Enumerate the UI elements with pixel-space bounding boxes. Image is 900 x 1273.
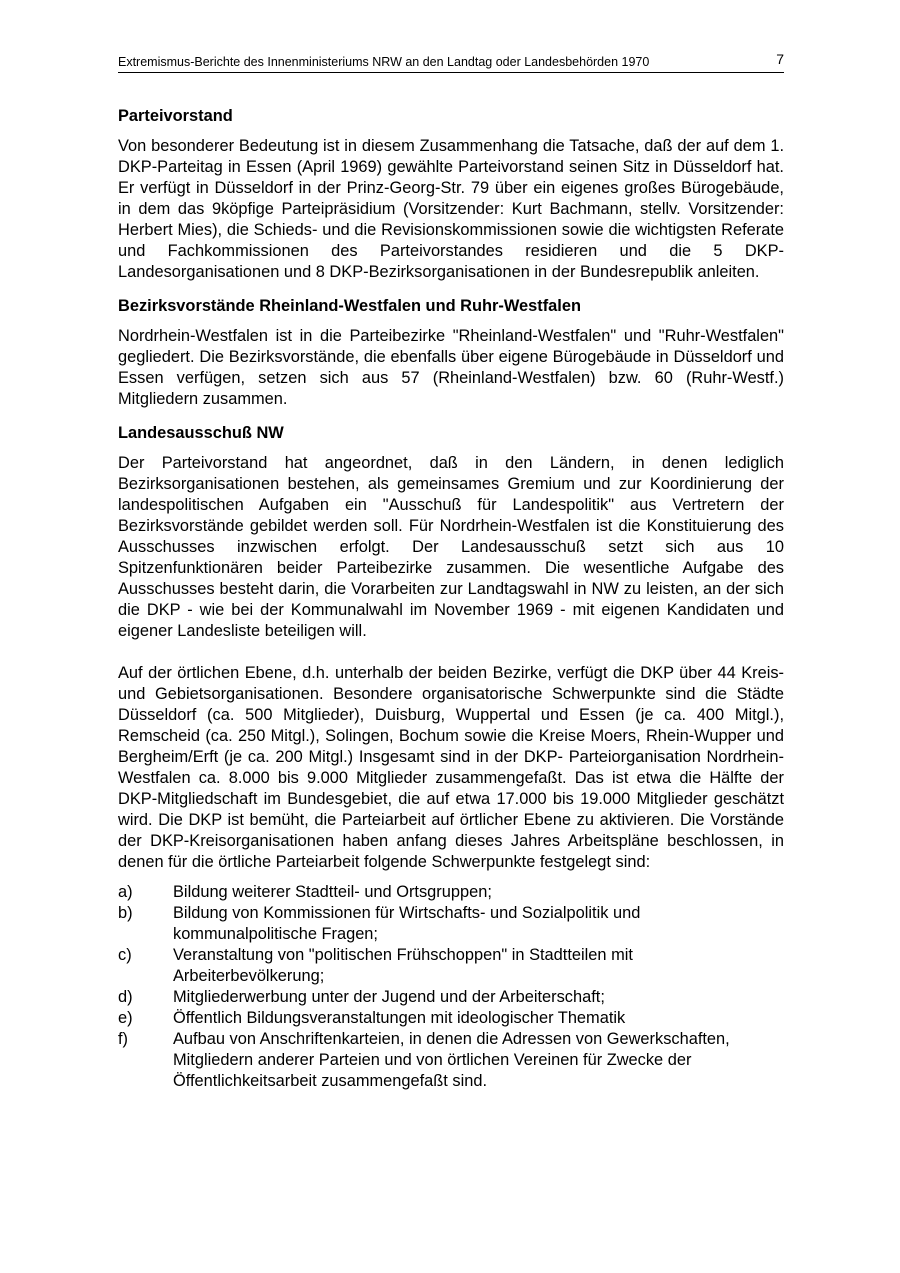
document-body <box>118 106 784 1092</box>
list-item <box>118 987 784 1008</box>
list-item-label: a) <box>118 883 133 901</box>
list-item-label: b) <box>118 904 133 922</box>
list-item-text: Bildung weiterer Stadtteil- und Ortsgruppen; <box>173 883 492 901</box>
list-item <box>118 1029 784 1092</box>
list-item <box>118 882 784 903</box>
list-item-label: d) <box>118 988 133 1006</box>
list-item-text: Veranstaltung von "politischen Frühschoppen" in Stadtteilen mit Arbeiterbevölkerung; <box>173 946 633 985</box>
list-item-text: Öffentlich Bildungsveranstaltungen mit ideologischer Thematik <box>173 1009 626 1027</box>
section-heading: Parteivorstand <box>118 107 233 125</box>
list-item-text: Aufbau von Anschriftenkarteien, in denen die Adressen von Gewerkschaften, Mitgliedern anderer Parteien und von örtlichen Vereinen für Zwecke der Öffentlichkeitsarbeit zusammengefaßt sind. <box>173 1030 730 1090</box>
section-heading: Landesausschuß NW <box>118 424 284 442</box>
list-item-text: Bildung von Kommissionen für Wirtschafts- und Sozialpolitik und kommunalpolitische Fragen; <box>173 904 641 943</box>
paragraph: Nordrhein-Westfalen ist in die Parteibezirke "Rheinland-Westfalen" und "Ruhr-Westfalen" gegliedert. Die Bezirksvorstände, die ebenfalls über eigene Bürogebäude in Düsseldorf und Essen verfügen, setzen sich aus 57 (Rheinland-Westfalen) bzw. 60 (Ruhr-Westf.) Mitgliedern zusammen. <box>118 327 784 408</box>
list-item-label: e) <box>118 1009 133 1027</box>
list-item-text: Mitgliederwerbung unter der Jugend und der Arbeiterschaft; <box>173 988 605 1006</box>
paragraph: Auf der örtlichen Ebene, d.h. unterhalb der beiden Bezirke, verfügt die DKP über 44 Kreis- und Gebietsorganisationen. Besondere organisatorische Schwerpunkte sind die Städte Düsseldorf (ca. 500 Mitglieder), Duisburg, Wuppertal und Essen (je ca. 400 Mitgl.), Remscheid (ca. 250 Mitgl.), Solingen, Bochum sowie die Kreise Moers, Rhein-Wupper und Bergheim/Erft (je ca. 200 Mitgl.) Insgesamt sind in der DKP- Parteiorganisation Nordrhein-Westfalen ca. 8.000 bis 9.000 Mitglieder zusammengefaßt. Das ist etwa die Hälfte der DKP-Mitgliedschaft im Bundesgebiet, die auf etwa 17.000 bis 19.000 Mitglieder geschätzt wird. Die DKP ist bemüht, die Parteiarbeit auf örtlicher Ebene zu aktivieren. Die Vorstände der DKP-Kreisorganisationen haben anfang dieses Jahres Arbeitspläne beschlossen, in denen für die örtliche Parteiarbeit folgende Schwerpunkte festgelegt sind: <box>118 664 784 871</box>
header-title: Extremismus-Berichte des Innenministeriums NRW an den Landtag oder Landesbehörden 1970 <box>118 55 650 69</box>
paragraph: Der Parteivorstand hat angeordnet, daß in den Ländern, in denen lediglich Bezirksorganisationen bestehen, als gemeinsames Gremium und zur Koordinierung der landespolitischen Aufgaben ein "Ausschuß für Landespolitik" aus Vertretern der Bezirksvorstände gebildet werden soll. Für Nordrhein-Westfalen ist die Konstituierung des Ausschusses inzwischen erfolgt. Der Landesausschuß setzt sich aus 10 Spitzenfunktionären beider Parteibezirke zusammen. Die wesentliche Aufgabe des Ausschusses besteht darin, die Vorarbeiten zur Landtagswahl in NW zu leisten, an der sich die DKP - wie bei der Kommunalwahl im November 1969 - mit eigenen Kandidaten und eigener Landesliste beteiligen will. <box>118 454 784 640</box>
list-item <box>118 945 784 987</box>
page-number: 7 <box>776 51 784 67</box>
list-item-label: c) <box>118 946 132 964</box>
paragraph: Von besonderer Bedeutung ist in diesem Zusammenhang die Tatsache, daß der auf dem 1. DKP-Parteitag in Essen (April 1969) gewählte Parteivorstand seinen Sitz in Düsseldorf hat. Er verfügt in Düsseldorf in der Prinz-Georg-Str. 79 über ein eigenes großes Bürogebäude, in dem das 9köpfige Parteipräsidium (Vorsitzender: Kurt Bachmann, stellv. Vorsitzender: Herbert Mies), die Schieds- und die Revisionskommissionen sowie die wichtigsten Referate und Fachkommissionen des Parteivorstandes residieren und die 5 DKP-Landesorganisationen und 8 DKP-Bezirksorganisationen in der Bundesrepublik anleiten. <box>118 137 784 281</box>
page-header <box>118 51 784 73</box>
section-heading: Bezirksvorstände Rheinland-Westfalen und Ruhr-Westfalen <box>118 297 581 315</box>
list-item-label: f) <box>118 1030 129 1048</box>
list-item <box>118 1008 784 1029</box>
list-item <box>118 903 784 945</box>
priority-list <box>118 882 784 1092</box>
